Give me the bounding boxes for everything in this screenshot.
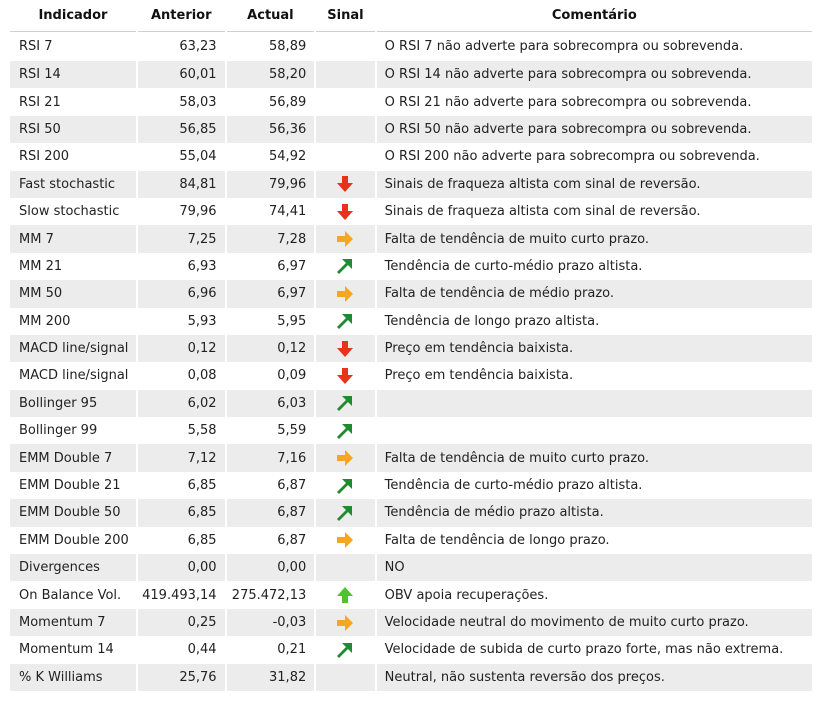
header-indicator: Indicador bbox=[10, 0, 136, 32]
comment-cell bbox=[377, 417, 812, 444]
table-row bbox=[10, 444, 812, 471]
current-value-cell: 6,97 bbox=[227, 280, 315, 307]
table-row bbox=[10, 636, 812, 663]
signal-cell bbox=[316, 171, 374, 198]
indicator-cell: MM 200 bbox=[19, 313, 71, 329]
indicator-cell: Momentum 7 bbox=[10, 609, 136, 636]
current-value-cell: 0,09 bbox=[277, 368, 307, 384]
previous-value-cell: 0,25 bbox=[138, 609, 225, 636]
signal-cell bbox=[316, 198, 374, 225]
signal-cell bbox=[316, 390, 374, 417]
table-row bbox=[10, 198, 812, 225]
indicator-cell: MACD line/signal bbox=[19, 368, 129, 384]
previous-value-cell: 6,93 bbox=[187, 258, 217, 274]
current-value-cell: 79,96 bbox=[227, 171, 315, 198]
current-value-cell: 58,89 bbox=[269, 39, 307, 54]
previous-value-cell: 0,12 bbox=[138, 335, 225, 362]
previous-value-cell: 6,85 bbox=[187, 478, 217, 494]
down-red-arrow-icon bbox=[335, 366, 355, 386]
signal-cell bbox=[316, 335, 374, 362]
table-row bbox=[10, 390, 812, 417]
previous-value-cell: 25,76 bbox=[138, 664, 225, 691]
comment-cell: Velocidade de subida de curto prazo forte, mas não extrema. bbox=[384, 642, 784, 658]
header-current: Actual bbox=[227, 0, 315, 32]
table-row bbox=[10, 225, 812, 252]
current-value-cell: 56,89 bbox=[269, 94, 307, 110]
indicator-cell: EMM Double 21 bbox=[19, 478, 121, 494]
indicator-cell: MM 50 bbox=[10, 280, 136, 307]
signal-cell bbox=[316, 554, 374, 581]
up-right-green-arrow-icon bbox=[335, 311, 355, 331]
comment-cell: Tendência de longo prazo altista. bbox=[384, 313, 600, 329]
comment-cell: Falta de tendência de longo prazo. bbox=[384, 532, 610, 548]
comment-cell: Falta de tendência de médio prazo. bbox=[377, 280, 812, 307]
comment-cell: O RSI 7 não adverte para sobrecompra ou sobrevenda. bbox=[384, 39, 744, 54]
current-value-cell: 5,95 bbox=[277, 313, 307, 329]
previous-value-cell: 5,93 bbox=[187, 313, 217, 329]
table-row bbox=[10, 308, 812, 335]
current-value-cell: 54,92 bbox=[269, 149, 307, 165]
signal-cell bbox=[316, 116, 374, 143]
signal-cell bbox=[316, 472, 374, 499]
comment-cell: Falta de tendência de muito curto prazo. bbox=[377, 225, 812, 252]
comment-cell: O RSI 14 não adverte para sobrecompra ou sobrevenda. bbox=[377, 61, 812, 88]
previous-value-cell: 6,85 bbox=[138, 499, 225, 526]
comment-cell: O RSI 200 não adverte para sobrecompra ou sobrevenda. bbox=[384, 149, 760, 165]
previous-value-cell: 84,81 bbox=[138, 171, 225, 198]
signal-cell bbox=[316, 61, 374, 88]
current-value-cell: 7,16 bbox=[227, 444, 315, 471]
signal-cell bbox=[316, 280, 374, 307]
signal-cell bbox=[316, 527, 374, 554]
comment-cell bbox=[377, 390, 812, 417]
table-row bbox=[10, 88, 812, 115]
current-value-cell: 0,12 bbox=[227, 335, 315, 362]
current-value-cell: 6,87 bbox=[277, 532, 307, 548]
indicator-cell: MM 21 bbox=[19, 258, 63, 274]
comment-cell: Sinais de fraqueza altista com sinal de reversão. bbox=[377, 171, 812, 198]
indicator-cell: Momentum 14 bbox=[19, 642, 114, 658]
table-row bbox=[10, 417, 812, 444]
indicator-cell: RSI 200 bbox=[19, 149, 70, 165]
previous-value-cell: 56,85 bbox=[138, 116, 225, 143]
current-value-cell: 31,82 bbox=[227, 664, 315, 691]
down-red-arrow-icon bbox=[335, 174, 355, 194]
comment-cell: Tendência de médio prazo altista. bbox=[377, 499, 812, 526]
signal-cell bbox=[316, 417, 374, 444]
current-value-cell: 6,03 bbox=[227, 390, 315, 417]
signal-cell bbox=[316, 88, 374, 115]
comment-cell: Velocidade neutral do movimento de muito curto prazo. bbox=[377, 609, 812, 636]
previous-value-cell: 0,08 bbox=[187, 368, 217, 384]
indicator-cell: On Balance Vol. bbox=[19, 587, 122, 603]
signal-cell bbox=[316, 499, 374, 526]
current-value-cell: 56,36 bbox=[227, 116, 315, 143]
current-value-cell: 74,41 bbox=[269, 204, 307, 220]
comment-cell: Falta de tendência de muito curto prazo. bbox=[377, 444, 812, 471]
indicators-table bbox=[8, 0, 814, 691]
table-row bbox=[10, 527, 812, 554]
previous-value-cell: 0,00 bbox=[138, 554, 225, 581]
comment-cell: O RSI 21 não adverte para sobrecompra ou sobrevenda. bbox=[384, 94, 752, 110]
comment-cell: O RSI 50 não adverte para sobrecompra ou sobrevenda. bbox=[377, 116, 812, 143]
signal-cell bbox=[316, 581, 374, 608]
signal-cell bbox=[316, 636, 374, 663]
previous-value-cell: 7,25 bbox=[138, 225, 225, 252]
header-comment: Comentário bbox=[377, 0, 812, 32]
table-row bbox=[10, 116, 812, 143]
indicator-cell: Divergences bbox=[10, 554, 136, 581]
table-row bbox=[10, 32, 812, 61]
up-right-green-arrow-icon bbox=[335, 640, 355, 660]
right-orange-arrow-icon bbox=[335, 448, 355, 468]
comment-cell: Tendência de curto-médio prazo altista. bbox=[384, 478, 643, 494]
signal-cell bbox=[316, 362, 374, 389]
previous-value-cell: 6,96 bbox=[138, 280, 225, 307]
comment-cell: Preço em tendência baixista. bbox=[384, 368, 574, 384]
table-row bbox=[10, 472, 812, 499]
comment-cell: Tendência de curto-médio prazo altista. bbox=[384, 258, 643, 274]
up-green-arrow-icon bbox=[335, 585, 355, 605]
current-value-cell: 6,87 bbox=[277, 478, 307, 494]
indicator-cell: RSI 14 bbox=[10, 61, 136, 88]
indicator-cell: EMM Double 7 bbox=[10, 444, 136, 471]
previous-value-cell: 0,44 bbox=[187, 642, 217, 658]
previous-value-cell: 63,23 bbox=[179, 39, 217, 54]
current-value-cell: -0,03 bbox=[227, 609, 315, 636]
indicator-cell: MM 7 bbox=[10, 225, 136, 252]
comment-cell: Neutral, não sustenta reversão dos preços. bbox=[377, 664, 812, 691]
comment-cell: OBV apoia recuperações. bbox=[384, 587, 549, 603]
previous-value-cell: 419.493,14 bbox=[142, 587, 217, 603]
table-row bbox=[10, 499, 812, 526]
current-value-cell: 7,28 bbox=[227, 225, 315, 252]
current-value-cell: 6,87 bbox=[227, 499, 315, 526]
indicator-cell: RSI 7 bbox=[19, 39, 53, 54]
previous-value-cell: 55,04 bbox=[179, 149, 217, 165]
right-orange-arrow-icon bbox=[335, 613, 355, 633]
up-right-green-arrow-icon bbox=[335, 256, 355, 276]
table-row bbox=[10, 280, 812, 307]
indicator-cell: RSI 21 bbox=[19, 94, 61, 110]
up-right-green-arrow-icon bbox=[335, 393, 355, 413]
indicator-cell: Slow stochastic bbox=[19, 204, 120, 220]
signal-cell bbox=[316, 609, 374, 636]
current-value-cell: 6,97 bbox=[277, 258, 307, 274]
table-row bbox=[10, 143, 812, 170]
down-red-arrow-icon bbox=[335, 339, 355, 359]
indicator-cell: RSI 50 bbox=[10, 116, 136, 143]
table-row bbox=[10, 581, 812, 608]
indicator-cell: EMM Double 200 bbox=[19, 532, 129, 548]
right-orange-arrow-icon bbox=[335, 284, 355, 304]
indicator-cell: % K Williams bbox=[10, 664, 136, 691]
previous-value-cell: 79,96 bbox=[179, 204, 217, 220]
signal-cell bbox=[316, 444, 374, 471]
signal-cell bbox=[316, 308, 374, 335]
current-value-cell: 0,21 bbox=[277, 642, 307, 658]
indicator-cell: Bollinger 99 bbox=[19, 423, 98, 439]
signal-cell bbox=[316, 253, 374, 280]
comment-cell: Sinais de fraqueza altista com sinal de reversão. bbox=[384, 204, 701, 220]
signal-cell bbox=[316, 664, 374, 691]
table-row bbox=[10, 253, 812, 280]
table-row bbox=[10, 609, 812, 636]
table-row bbox=[10, 171, 812, 198]
previous-value-cell: 5,58 bbox=[187, 423, 217, 439]
previous-value-cell: 6,85 bbox=[187, 532, 217, 548]
current-value-cell: 0,00 bbox=[227, 554, 315, 581]
indicator-cell: EMM Double 50 bbox=[10, 499, 136, 526]
table-header-row bbox=[10, 0, 812, 32]
signal-cell bbox=[316, 32, 374, 61]
current-value-cell: 5,59 bbox=[277, 423, 307, 439]
current-value-cell: 275.472,13 bbox=[231, 587, 307, 603]
table-row bbox=[10, 335, 812, 362]
table-row bbox=[10, 61, 812, 88]
previous-value-cell: 6,02 bbox=[138, 390, 225, 417]
header-previous: Anterior bbox=[138, 0, 225, 32]
down-red-arrow-icon bbox=[335, 202, 355, 222]
comment-cell: NO bbox=[377, 554, 812, 581]
table-row bbox=[10, 554, 812, 581]
up-right-green-arrow-icon bbox=[335, 421, 355, 441]
previous-value-cell: 58,03 bbox=[179, 94, 217, 110]
indicator-cell: MACD line/signal bbox=[10, 335, 136, 362]
right-orange-arrow-icon bbox=[335, 530, 355, 550]
previous-value-cell: 60,01 bbox=[138, 61, 225, 88]
previous-value-cell: 7,12 bbox=[138, 444, 225, 471]
indicator-cell: Fast stochastic bbox=[10, 171, 136, 198]
comment-cell: Preço em tendência baixista. bbox=[377, 335, 812, 362]
up-right-green-arrow-icon bbox=[335, 476, 355, 496]
signal-cell bbox=[316, 225, 374, 252]
table-row bbox=[10, 664, 812, 691]
signal-cell bbox=[316, 143, 374, 170]
header-signal: Sinal bbox=[316, 0, 374, 32]
up-right-green-arrow-icon bbox=[335, 503, 355, 523]
table-row bbox=[10, 362, 812, 389]
current-value-cell: 58,20 bbox=[227, 61, 315, 88]
right-orange-arrow-icon bbox=[335, 229, 355, 249]
indicator-cell: Bollinger 95 bbox=[10, 390, 136, 417]
